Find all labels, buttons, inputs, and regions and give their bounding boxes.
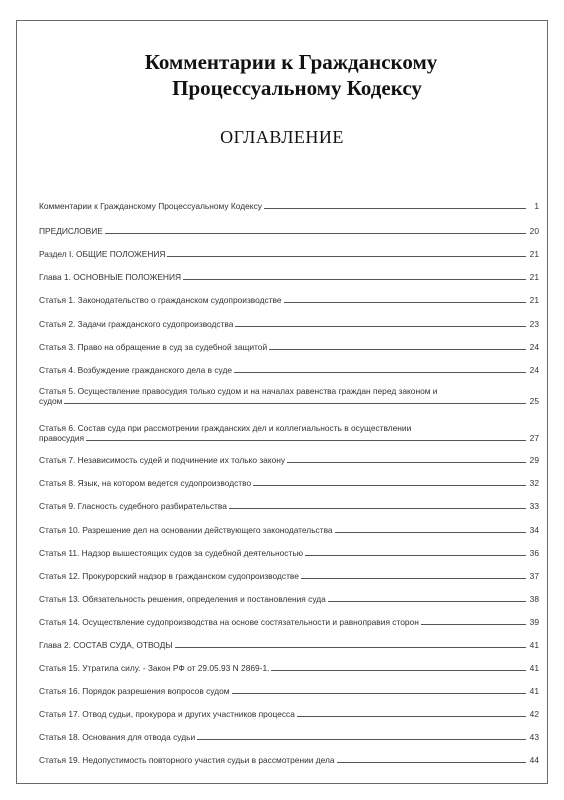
toc-entry[interactable] — [39, 594, 539, 604]
leader-dots — [86, 439, 526, 441]
toc-entry[interactable] — [39, 478, 539, 488]
toc-entry[interactable] — [39, 501, 539, 511]
toc-entry-page: 34 — [529, 525, 539, 535]
toc-entry[interactable] — [39, 295, 539, 305]
toc-entry[interactable] — [39, 365, 539, 375]
toc-entry-page: 1 — [534, 201, 539, 211]
toc-entry-label: ПРЕДИСЛОВИЕ — [39, 226, 103, 236]
toc-entry-page: 24 — [529, 342, 539, 352]
toc-entry[interactable] — [39, 617, 539, 627]
toc-entry-label-line-1: Статья 5. Осуществление правосудия только судом и на началах равенства граждан перед законом и — [39, 386, 438, 396]
toc-entry-page: 21 — [529, 249, 539, 259]
toc-entry[interactable] — [39, 226, 539, 236]
toc-entry-label: Раздел I. ОБЩИЕ ПОЛОЖЕНИЯ — [39, 249, 166, 259]
leader-dots — [297, 715, 526, 717]
toc-entry-page: 23 — [529, 319, 539, 329]
leader-dots — [175, 646, 526, 648]
toc-entry-label: Комментарии к Гражданскому Процессуальному Кодексу — [39, 201, 262, 211]
toc-entry[interactable] — [39, 423, 539, 443]
toc-entry-label: Статья 16. Порядок разрешения вопросов судом — [39, 686, 230, 696]
leader-dots — [328, 600, 526, 602]
toc-entry-label: судом — [39, 396, 63, 406]
leader-dots — [64, 402, 526, 404]
leader-dots — [301, 577, 526, 579]
toc-entry-label: Глава 1. ОСНОВНЫЕ ПОЛОЖЕНИЯ — [39, 272, 182, 282]
toc-entry-label: Глава 2. СОСТАВ СУДА, ОТВОДЫ — [39, 640, 173, 650]
toc-entry[interactable] — [39, 663, 539, 673]
toc-entry[interactable] — [39, 640, 539, 650]
toc-entry-page: 37 — [529, 571, 539, 581]
leader-dots — [197, 738, 526, 740]
toc-entry-page: 20 — [529, 226, 539, 236]
toc-entry-label: Статья 12. Прокурорский надзор в гражданском судопроизводстве — [39, 571, 299, 581]
toc-entry-page: 25 — [529, 396, 539, 406]
leader-dots — [287, 461, 526, 463]
leader-dots — [229, 507, 526, 509]
toc-entry-page: 39 — [529, 617, 539, 627]
toc-entry-page: 21 — [529, 272, 539, 282]
leader-dots — [305, 554, 526, 556]
toc-entry-page: 21 — [529, 295, 539, 305]
toc-entry-label: Статья 15. Утратила силу. - Закон РФ от 29.05.93 N 2869-1. — [39, 663, 270, 673]
toc-entry[interactable] — [39, 732, 539, 742]
toc-entry[interactable] — [39, 525, 539, 535]
toc-entry-label: Статья 1. Законодательство о гражданском судопроизводстве — [39, 295, 282, 305]
toc-entry-page: 24 — [529, 365, 539, 375]
toc-entry-label: Статья 3. Право на обращение в суд за судебной защитой — [39, 342, 268, 352]
toc-entry-label: Статья 4. Возбуждение гражданского дела в суде — [39, 365, 233, 375]
toc-entry-page: 33 — [529, 501, 539, 511]
toc-entry-page: 44 — [529, 755, 539, 765]
toc-entry-label: Статья 13. Обязательность решения, определения и постановления суда — [39, 594, 326, 604]
toc-entry-label: Статья 18. Основания для отвода судьи — [39, 732, 196, 742]
leader-dots — [335, 531, 526, 533]
leader-dots — [234, 371, 526, 373]
toc-entry-label: Статья 9. Гласность судебного разбирательства — [39, 501, 227, 511]
toc-entry-page: 41 — [529, 663, 539, 673]
leader-dots — [337, 761, 526, 763]
toc-entry[interactable] — [39, 755, 539, 765]
toc-entry-label: правосудия — [39, 433, 85, 443]
toc-entry[interactable] — [39, 319, 539, 329]
toc-entry[interactable] — [39, 386, 539, 406]
toc-entry[interactable] — [39, 249, 539, 259]
toc-entry-label: Статья 17. Отвод судьи, прокурора и других участников процесса — [39, 709, 295, 719]
leader-dots — [421, 623, 526, 625]
toc-entry-page: 38 — [529, 594, 539, 604]
toc-entry[interactable] — [39, 342, 539, 352]
document-title — [17, 49, 547, 101]
leader-dots — [105, 232, 526, 234]
toc-entry[interactable] — [39, 571, 539, 581]
toc-entry-page: 27 — [529, 433, 539, 443]
leader-dots — [269, 348, 526, 350]
toc-entry-page: 41 — [529, 686, 539, 696]
toc-entry-label: Статья 14. Осуществление судопроизводства на основе состязательности и равноправия сторон — [39, 617, 419, 627]
toc-heading: ОГЛАВЛЕНИЕ — [220, 127, 344, 147]
toc-entry[interactable] — [39, 548, 539, 558]
toc-entry-page: 32 — [529, 478, 539, 488]
toc-entry-label: Статья 7. Независимость судей и подчинение их только закону — [39, 455, 286, 465]
toc-entry[interactable] — [39, 201, 539, 211]
title-line-1: Комментарии к Гражданскому — [144, 50, 438, 74]
toc-entry-label: Статья 11. Надзор вышестоящих судов за судебной деятельностью — [39, 548, 303, 558]
toc-entry-label: Статья 10. Разрешение дел на основании действующего законодательства — [39, 525, 333, 535]
toc-entry-page: 41 — [529, 640, 539, 650]
leader-dots — [167, 255, 526, 257]
leader-dots — [284, 301, 526, 303]
leader-dots — [253, 484, 526, 486]
toc-entry-label: Статья 19. Недопустимость повторного участия судьи в рассмотрении дела — [39, 755, 335, 765]
toc-entry-label: Статья 8. Язык, на котором ведется судопроизводство — [39, 478, 252, 488]
leader-dots — [232, 692, 526, 694]
document-page — [16, 20, 548, 784]
leader-dots — [235, 325, 526, 327]
leader-dots — [264, 207, 526, 209]
toc-entry[interactable] — [39, 686, 539, 696]
toc-entry-page: 42 — [529, 709, 539, 719]
toc-entry[interactable] — [39, 272, 539, 282]
toc-entry-label: Статья 2. Задачи гражданского судопроизводства — [39, 319, 234, 329]
toc-entry[interactable] — [39, 455, 539, 465]
title-line-2: Процессуальному Кодексу — [172, 76, 422, 100]
toc-entry-label-line-1: Статья 6. Состав суда при рассмотрении гражданских дел и коллегиальность в осуществлении — [39, 423, 412, 433]
leader-dots — [271, 669, 526, 671]
leader-dots — [183, 278, 526, 280]
toc-entry[interactable] — [39, 709, 539, 719]
toc-entry-page: 29 — [529, 455, 539, 465]
toc-entry-page: 43 — [529, 732, 539, 742]
toc-entry-page: 36 — [529, 548, 539, 558]
